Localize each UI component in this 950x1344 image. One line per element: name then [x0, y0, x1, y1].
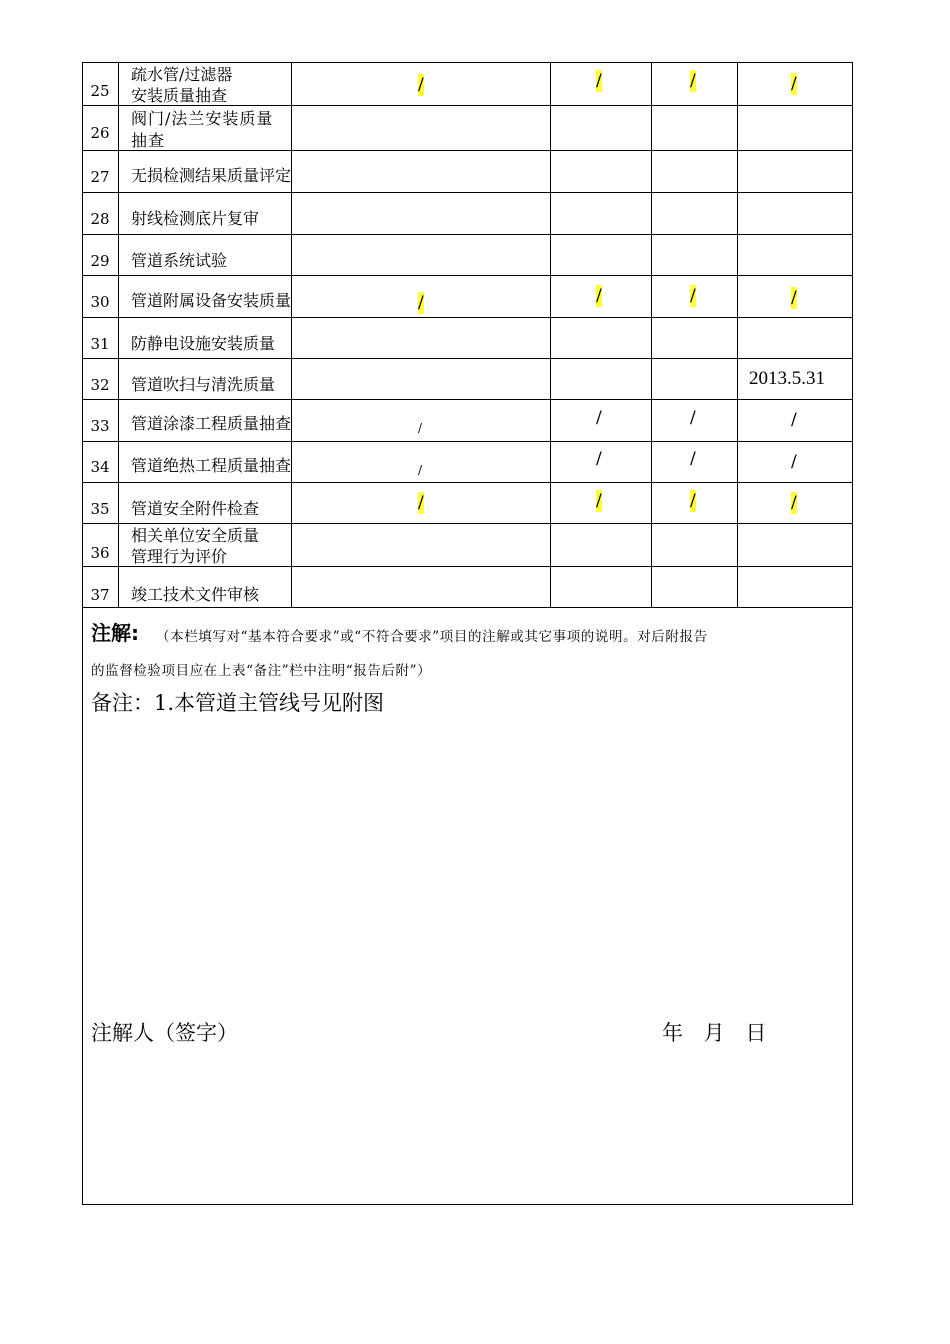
slash-mark: /: [690, 449, 696, 469]
row-number: 35: [90, 500, 110, 518]
row-item: 管理行为评价: [131, 547, 228, 566]
date-value: 2013.5.31: [749, 368, 825, 389]
row-number: 28: [90, 210, 110, 228]
slash-mark: /: [791, 493, 797, 513]
row-number: 34: [90, 458, 110, 476]
slash-mark: /: [418, 463, 423, 477]
row-item: 管道系统试验: [131, 251, 228, 270]
slash-mark: /: [418, 493, 424, 513]
note-text: （本栏填写对“基本符合要求”或“不符合要求”项目的注解或其它事项的说明。对后附报告: [156, 629, 708, 645]
row-item: 防静电设施安装质量: [131, 334, 276, 353]
slash-mark: /: [690, 408, 696, 428]
slash-mark: /: [791, 288, 797, 308]
slash-mark: /: [596, 286, 602, 306]
row-number: 36: [90, 544, 110, 562]
row-number: 27: [90, 168, 110, 186]
row-number: 37: [90, 586, 110, 604]
row-item: 无损检测结果质量评定: [131, 166, 292, 185]
note-text: 的监督检验项目应在上表“备注”栏中注明“报告后附”）: [91, 663, 432, 679]
row-item: 安装质量抽查: [131, 86, 228, 105]
row-number: 32: [90, 376, 110, 394]
row-number: 29: [90, 252, 110, 270]
row-item: 管道绝热工程质量抽查: [131, 456, 292, 475]
note-label: 注解:: [91, 621, 139, 645]
signature-label: 注解人（签字）: [91, 1021, 238, 1045]
remark: 备注：1.本管道主管线号见附图: [91, 691, 385, 715]
slash-mark: /: [690, 71, 696, 91]
slash-mark: /: [418, 293, 424, 313]
row-item: 阀门/法兰安装质量: [131, 109, 274, 128]
row-number: 26: [90, 124, 110, 142]
slash-mark: /: [690, 491, 696, 511]
slash-mark: /: [791, 74, 797, 94]
row-item: 射线检测底片复审: [131, 209, 260, 228]
date-label: 年 月 日: [662, 1021, 767, 1045]
row-number: 33: [90, 417, 110, 435]
row-item: 抽查: [131, 131, 166, 150]
slash-mark: /: [791, 452, 797, 472]
slash-mark: /: [596, 71, 602, 91]
slash-mark: /: [791, 410, 797, 430]
row-number: 30: [90, 293, 110, 311]
slash-mark: /: [596, 491, 602, 511]
slash-mark: /: [418, 75, 424, 95]
row-item: 管道涂漆工程质量抽查: [131, 414, 292, 433]
row-item: 竣工技术文件审核: [131, 585, 260, 604]
row-item: 疏水管/过滤器: [131, 65, 233, 84]
row-item: 管道吹扫与清洗质量: [131, 375, 276, 394]
row-item: 管道附属设备安装质量: [131, 291, 292, 310]
row-number: 31: [90, 335, 110, 353]
slash-mark: /: [596, 408, 602, 428]
row-item: 相关单位安全质量: [131, 526, 260, 545]
row-item: 管道安全附件检查: [131, 499, 260, 518]
slash-mark: /: [690, 286, 696, 306]
slash-mark: /: [418, 421, 423, 435]
row-number: 25: [90, 82, 110, 100]
slash-mark: /: [596, 449, 602, 469]
